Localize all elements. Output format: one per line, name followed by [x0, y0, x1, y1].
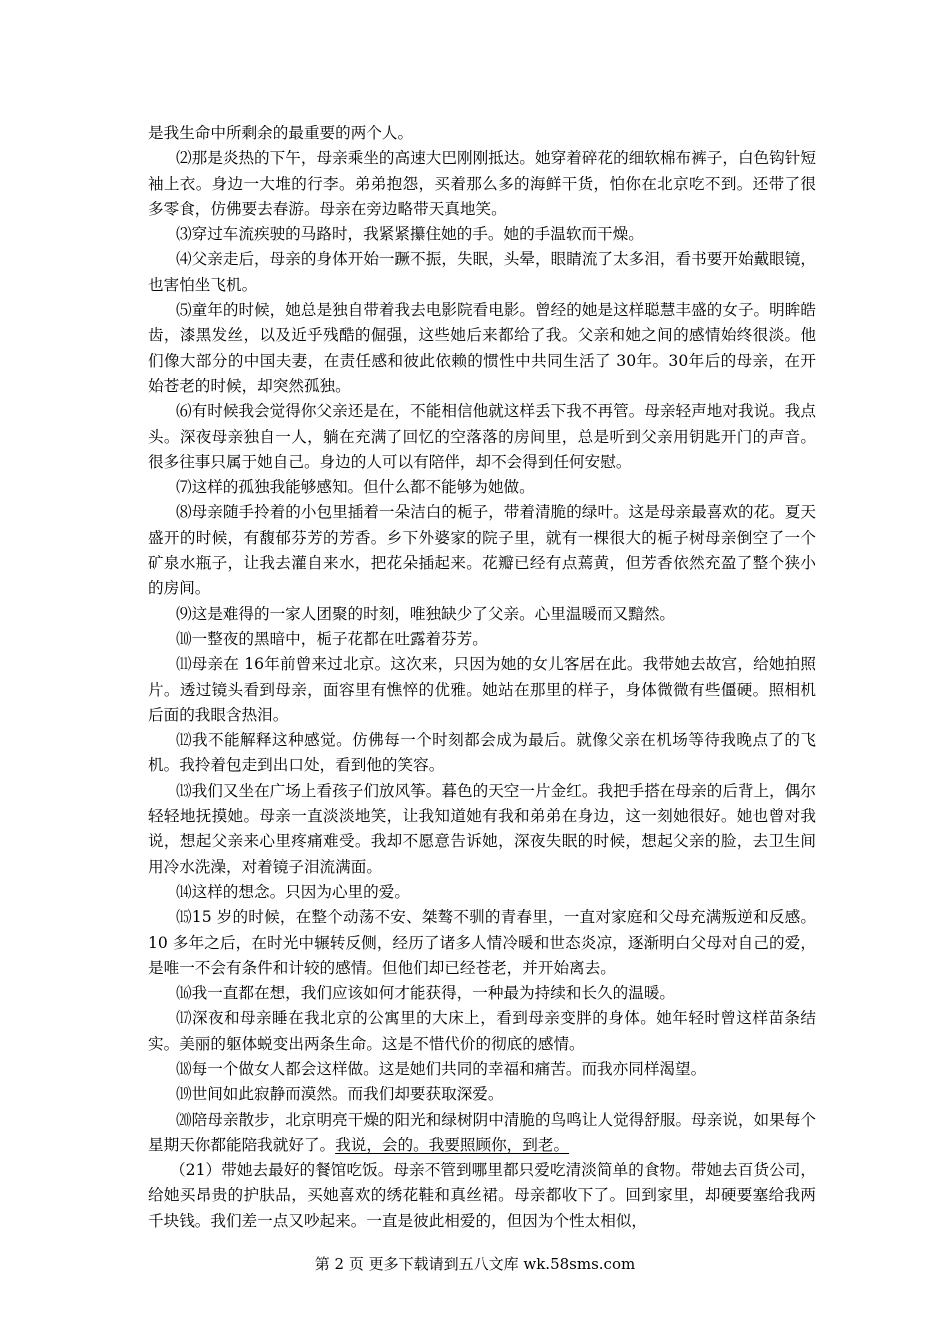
- paragraph-5: ⑸童年的时候，她总是独自带着我去电影院看电影。曾经的她是这样聪慧丰盛的女子。明眸皓齿，漆黑发丝，以及近乎残酷的倔强，这些她后来都给了我。父亲和她之间的感情始终很淡。他们像大部分的中国夫妻，在责任感和彼此依赖的惯性中共同生活了 30年。30年后的母亲，在开始苍老的时候，却突然孤独。: [148, 301, 816, 395]
- paragraph-8: ⑻母亲随手拎着的小包里插着一朵洁白的栀子，带着清脆的绿叶。这是母亲最喜欢的花。夏天盛开的时候，有馥郁芬芳的芳香。乡下外婆家的院子里，就有一棵很大的栀子树母亲倒空了一个矿泉水瓶子，让我去灌自来水，把花朵插起来。花瓣已经有点蔫黄，但芳香依然充盈了整个狭小的房间。: [148, 503, 816, 598]
- paragraph-14: ⒁这样的想念。只因为心里的爱。: [176, 882, 410, 901]
- paragraph-7: ⑺这样的孤独我能够感知。但什么都不能够为她做。: [176, 478, 535, 497]
- paragraph-20-underlined-text: 我说，会的。我要照顾你，到老。: [335, 1135, 570, 1154]
- paragraph-17: ⒄深夜和母亲睡在我北京的公寓里的大床上，看到母亲变胖的身体。她年轻时曾这样苗条结实。美丽的躯体蜕变出两条生命。这是不惜代价的彻底的感情。: [148, 1009, 816, 1053]
- paragraph-18: ⒅每一个做女人都会这样做。这是她们共同的幸福和痛苦。而我亦同样渴望。: [176, 1059, 707, 1078]
- paragraph-10: ⑽一整夜的黑暗中，栀子花都在吐露着芬芳。: [176, 629, 488, 648]
- opening-line: 是我生命中所剩余的最重要的两个人。: [148, 124, 414, 142]
- paragraph-3: ⑶穿过车流疾驶的马路时，我紧紧攥住她的手。她的手温软而干燥。: [176, 225, 644, 244]
- page-footer: 第 2 页 更多下载请到五八文库 wk.58sms.com: [314, 1255, 636, 1273]
- paragraph-13: ⒀我们又坐在广场上看孩子们放风筝。暮色的天空一片金红。我把手搭在母亲的后背上，偶尔轻轻地抚摸她。母亲一直淡淡地笑，让我知道她有我和弟弟在身边，这一刻她很好。她也曾对我说，想起父亲来心里疼痛难受。我却不愿意告诉她，深夜失眠的时候，想起父亲的脸，去卫生间用冷水洗澡，对着镜子泪流满面。: [148, 781, 816, 876]
- paragraph-15: ⒂15 岁的时候，在整个动荡不安、桀骜不驯的青春里，一直对家庭和父母充满叛逆和反感。10 多年之后，在时光中辗转反侧，经历了诸多人情冷暖和世态炎凉，逐渐明白父母对自己的爱，是唯一不会有条件和计较的感情。但他们却已经苍老，并开始离去。: [148, 908, 816, 977]
- paragraph-4: ⑷父亲走后，母亲的身体开始一蹶不振，失眠，头晕，眼睛流了太多泪，看书要开始戴眼镜，也害怕坐飞机。: [148, 250, 816, 294]
- paragraph-9: ⑼这是难得的一家人团聚的时刻，唯独缺少了父亲。心里温暖而又黯然。: [176, 604, 676, 623]
- paragraph-6: ⑹有时候我会觉得你父亲还是在，不能相信他就这样丢下我不再管。母亲轻声地对我说。我点头。深夜母亲独自一人，躺在充满了回忆的空落落的房间里，总是听到父亲用钥匙开门的声音。很多往事只属于她自己。身边的人可以有陪伴，却不会得到任何安慰。: [148, 402, 816, 471]
- paragraph-11: ⑾母亲在 16年前曾来过北京。这次来，只因为她的女儿客居在此。我带她去故宫，给她拍照片。透过镜头看到母亲，面容里有憔悴的优雅。她站在那里的样子，身体微微有些僵硬。照相机后面的我眼含热泪。: [148, 655, 816, 724]
- paragraph-2: ⑵那是炎热的下午，母亲乘坐的高速大巴刚刚抵达。她穿着碎花的细软棉布裤子，白色钩针短袖上衣。身边一大堆的行李。弟弟抱怨，买着那么多的海鲜干货，怕你在北京吃不到。还带了很多零食，仿佛要去春游。母亲在旁边略带天真地笑。: [148, 149, 816, 218]
- paragraph-21: （21）带她去最好的餐馆吃饭。母亲不管到哪里都只爱吃清淡简单的食物。带她去百货公司，给她买昂贵的护肤品，买她喜欢的绣花鞋和真丝裙。母亲都收下了。回到家里，却硬要塞给我两千块钱。我们差一点又吵起来。一直是彼此相爱的，但因为个性太相似，: [148, 1161, 816, 1230]
- paragraph-16: ⒃我一直都在想，我们应该如何才能获得，一种最为持续和长久的温暖。: [176, 984, 676, 1003]
- paragraph-20-text: ⒇陪母亲散步，北京明亮干燥的阳光和绿树阴中清脆的鸟鸣让人觉得舒服。母亲说，如果每个星期天你都能陪我就好了。: [148, 1110, 816, 1154]
- paragraph-20: [148, 1108, 816, 1159]
- paragraph-19: ⒆世间如此寂静而漠然。而我们却要获取深爱。: [176, 1085, 504, 1104]
- article-body: [148, 121, 816, 1234]
- paragraph-12: ⑿我不能解释这种感觉。仿佛每一个时刻都会成为最后。就像父亲在机场等待我晚点了的飞机。我拎着包走到出口处，看到他的笑容。: [148, 731, 816, 775]
